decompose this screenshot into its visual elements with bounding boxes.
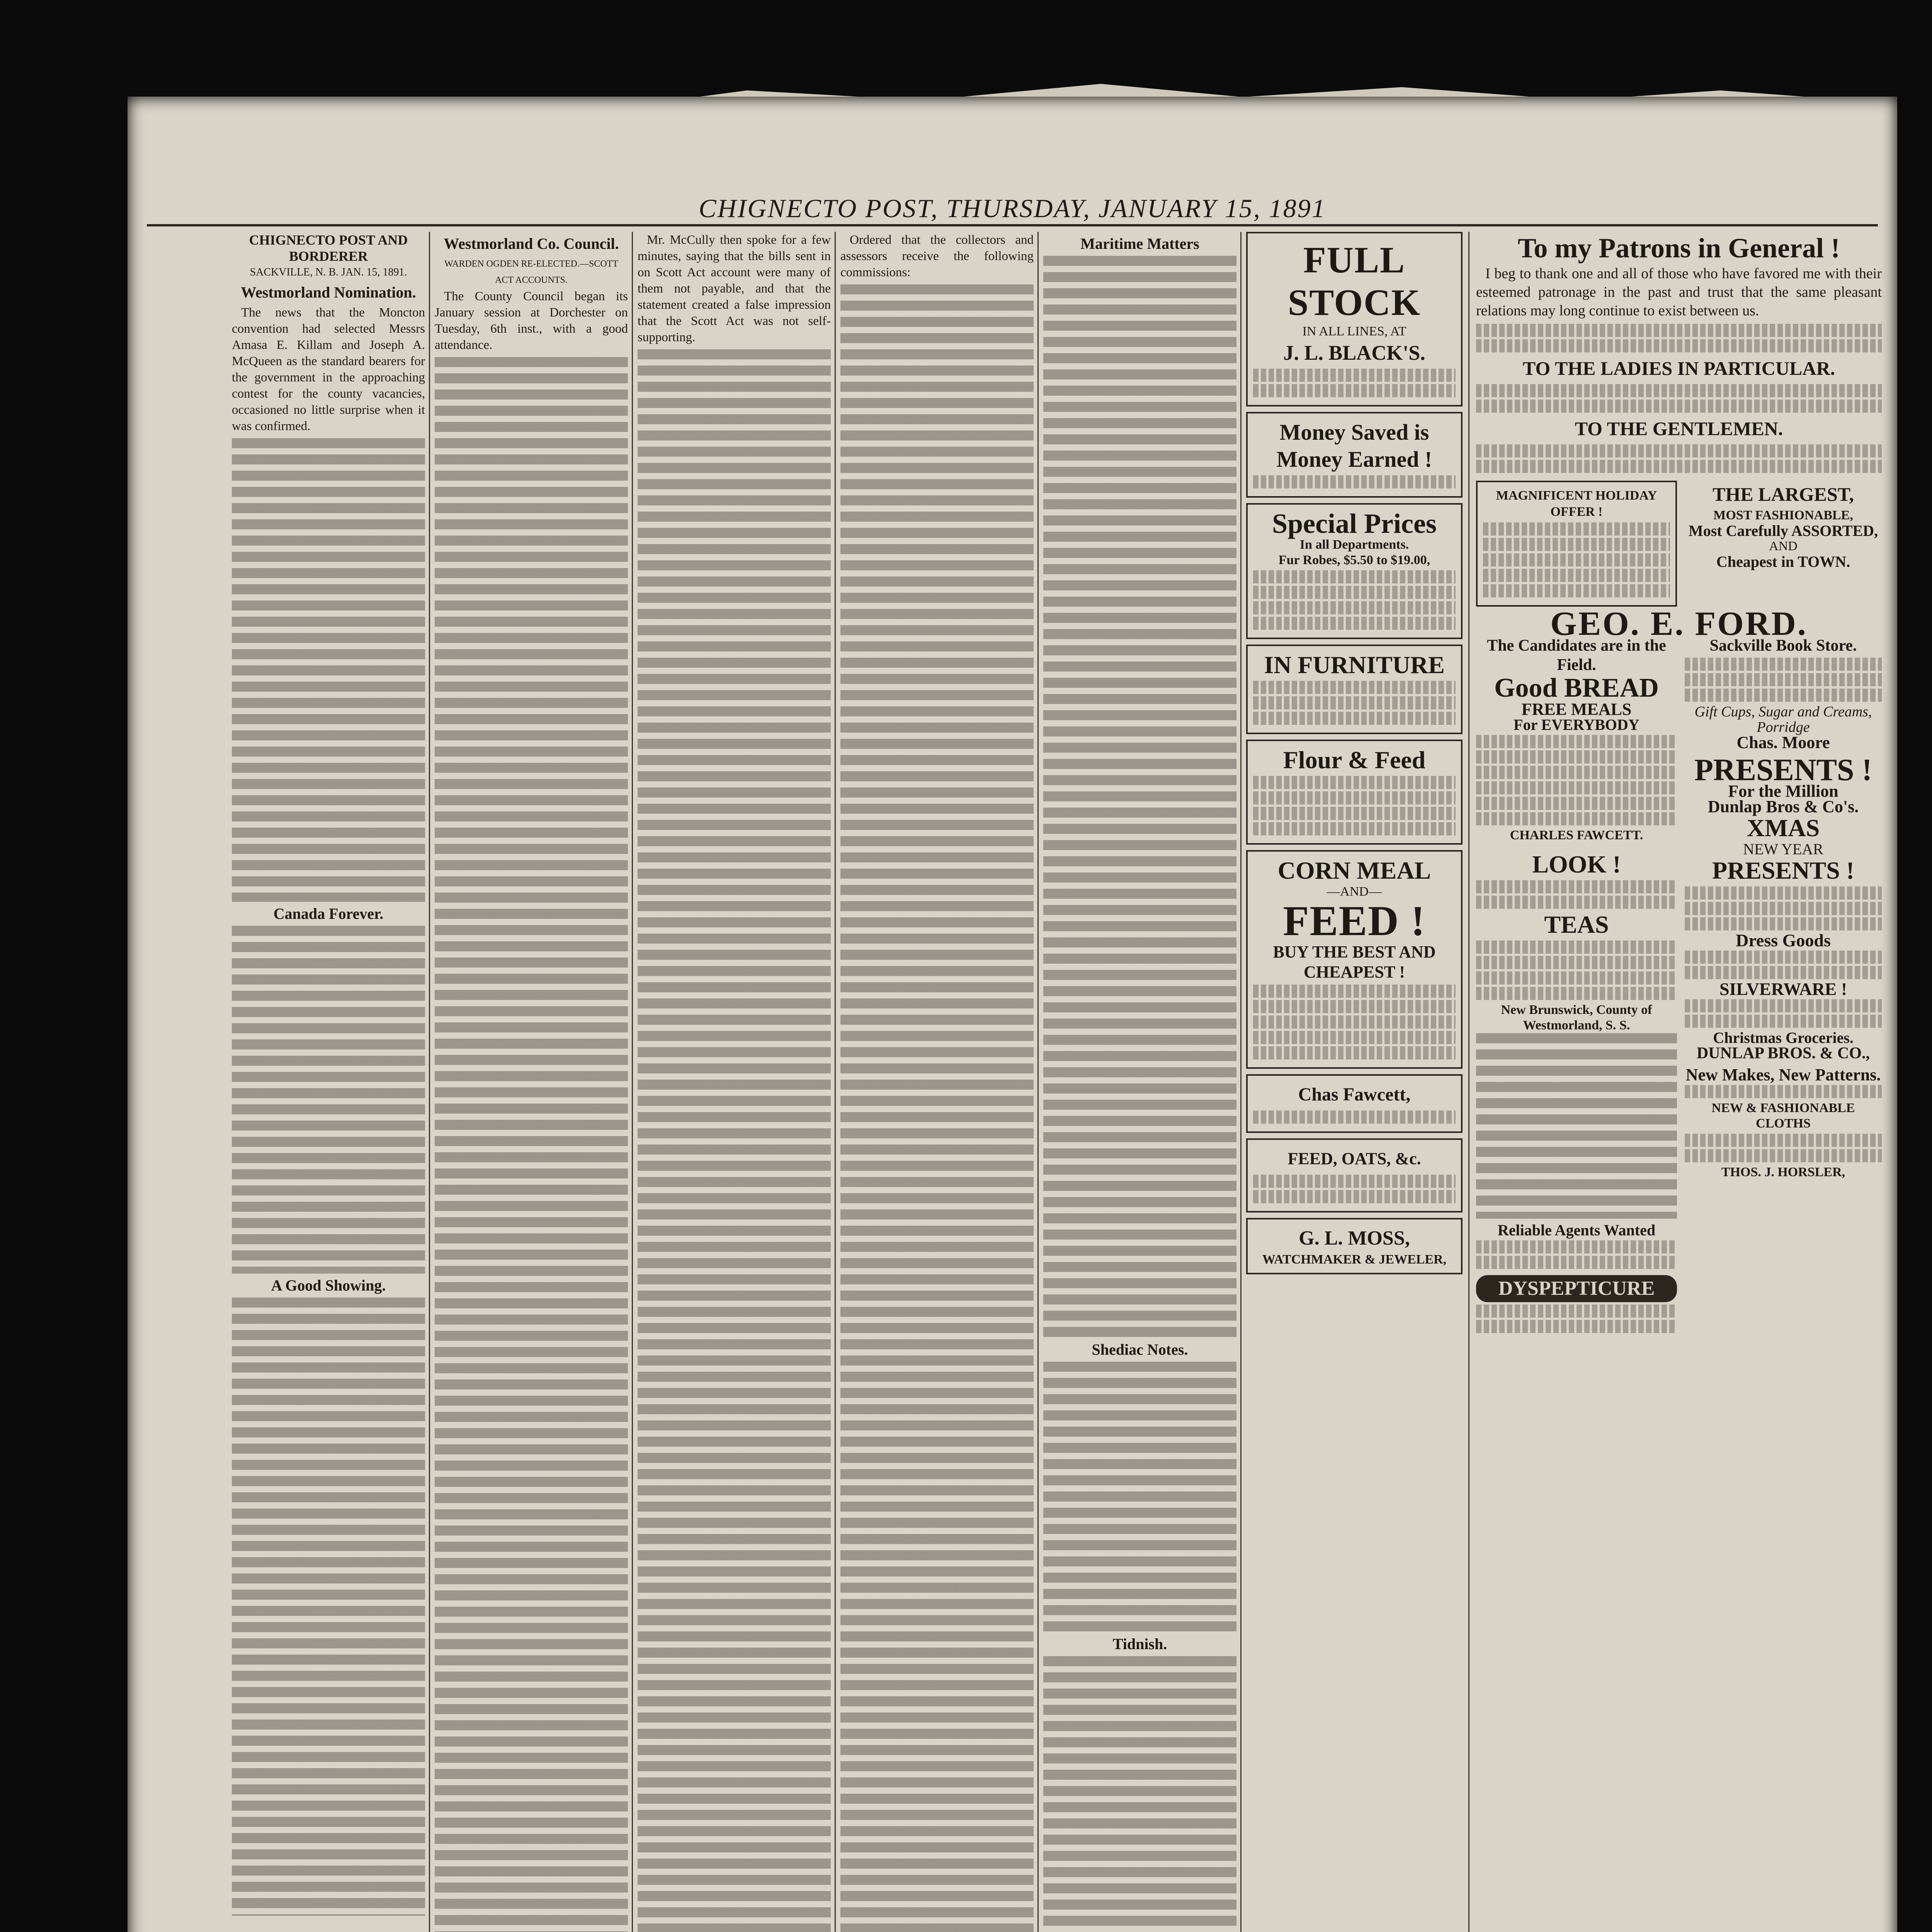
headline: Maritime Matters <box>1080 235 1199 252</box>
article-text-block <box>435 357 628 1932</box>
ad-line: Dunlap Bros & Co's. <box>1708 797 1859 816</box>
ad-text <box>1476 384 1882 397</box>
article-text: I beg to thank one and all of those who have favored me with their esteemed patronage in the past and trust that the same pleasant relations may long continue to exist between us. <box>1476 265 1882 319</box>
ad-text <box>1476 797 1677 810</box>
ad-text <box>1253 696 1456 709</box>
ad-title: LOOK ! <box>1532 850 1621 878</box>
ad-subtitle: WATCHMAKER & JEWELER, <box>1262 1252 1447 1267</box>
ad-text <box>1685 886 1882 900</box>
ad-signature: DUNLAP BROS. & CO., <box>1696 1044 1870 1062</box>
ad-line: THE LARGEST, <box>1713 483 1854 505</box>
ad-line: Most Carefully ASSORTED, <box>1688 522 1878 539</box>
column-4 <box>840 232 1034 1932</box>
ad-title: SILVERWARE ! <box>1719 979 1847 999</box>
column-5 <box>1043 232 1236 1932</box>
ad-text <box>1476 812 1677 825</box>
headline: Canada Forever. <box>273 905 384 922</box>
headline: Westmorland Nomination. <box>241 284 416 301</box>
ad-special-prices <box>1246 503 1463 639</box>
article-text: The County Council began its January session at Dorchester on Tuesday, 6th inst., with a good attendance. <box>435 289 628 352</box>
ad-title: Chas Fawcett, <box>1298 1084 1411 1105</box>
ad-title: IN FURNITURE <box>1264 651 1445 679</box>
ad-text <box>1685 1015 1882 1028</box>
ad-title: Money Saved is Money Earned ! <box>1276 420 1432 472</box>
ad-subtitle: In all Departments. <box>1299 537 1409 552</box>
column-rule <box>429 232 430 1932</box>
ad-text <box>1476 339 1882 352</box>
article-text: Ordered that the collectors and assessors receive the following commissions: <box>840 233 1034 279</box>
ad-text <box>1685 673 1882 686</box>
ford-signature: GEO. E. FORD. <box>1550 605 1808 643</box>
column-6-ads <box>1246 232 1463 1932</box>
ad-gl-moss <box>1246 1218 1463 1274</box>
ad-text <box>1685 917 1882 930</box>
masthead: CHIGNECTO POST, THURSDAY, JANUARY 15, 1891 <box>699 194 1326 223</box>
article-text-block <box>232 1298 425 1916</box>
ad-text <box>1476 956 1677 969</box>
ad-text <box>1476 750 1677 764</box>
ad-line: MOST FASHIONABLE, <box>1713 508 1853 522</box>
article-text-block <box>232 926 425 1274</box>
ford-right-column <box>1685 481 1882 612</box>
ad-text <box>1476 444 1882 457</box>
ad-text <box>1253 1015 1456 1029</box>
article-text-block <box>638 349 831 1932</box>
ad-money-saved <box>1246 412 1463 498</box>
ad-text <box>1253 1175 1456 1188</box>
ad-flour-feed <box>1246 740 1463 845</box>
ad-text <box>1685 1134 1882 1147</box>
ad-title: The Candidates are in the Field. <box>1487 637 1666 674</box>
ad-text <box>1253 807 1456 820</box>
ad-text <box>1253 1031 1456 1044</box>
article-text-block <box>1043 1362 1236 1632</box>
column-1 <box>232 232 425 1932</box>
ad-text <box>1685 999 1882 1012</box>
article-text: Mr. McCully then spoke for a few minutes, saying that the bills sent in on Scott Act account were many of them not payable, and that the statement created a false impression that the Scott Act was not self-supporting. <box>638 233 831 344</box>
ad-chas-fawcett <box>1246 1074 1463 1133</box>
ad-line: Fur Robes, $5.50 to $19.00, <box>1278 553 1430 567</box>
ad-line: For EVERYBODY <box>1514 716 1639 733</box>
article-text-block <box>232 438 425 902</box>
ad-signature: CHARLES FAWCETT. <box>1510 828 1643 842</box>
ad-signature: Chas. Moore <box>1736 733 1830 752</box>
ad-feed: FEED ! <box>1283 897 1426 944</box>
ad-line: BUY THE BEST AND CHEAPEST ! <box>1273 942 1436 981</box>
subheadline: WARDEN OGDEN RE-ELECTED.—SCOTT ACT ACCOUNTS. <box>444 259 618 285</box>
right-sub-col-left <box>1476 636 1677 1335</box>
ad-title: Dress Goods <box>1736 930 1831 950</box>
ad-text <box>1253 776 1456 789</box>
ad-title: Sackville Book Store. <box>1709 637 1857 655</box>
ad-text <box>1253 475 1456 488</box>
ad-title: TEAS <box>1544 911 1609 938</box>
ad-text <box>1476 1304 1677 1318</box>
ad-text <box>1253 985 1456 998</box>
ad-text <box>1476 987 1677 1000</box>
ad-text <box>1253 1046 1456 1060</box>
ad-subtitle: IN ALL LINES, AT <box>1302 324 1406 338</box>
article-text-block <box>1043 1656 1236 1932</box>
ad-title: CORN MEAL <box>1277 857 1431 884</box>
column-7-ads <box>1476 232 1882 1932</box>
right-sub-col-right <box>1685 636 1882 1335</box>
ad-full-stock <box>1246 232 1463 406</box>
column-2 <box>435 232 628 1932</box>
ad-text <box>1253 791 1456 804</box>
ad-text <box>1253 570 1456 583</box>
ad-text <box>1253 712 1456 725</box>
ad-line: For the Million <box>1728 782 1838 801</box>
article-text-block <box>840 284 1034 1932</box>
headline: A Good Showing. <box>271 1277 386 1294</box>
ad-line: FREE MEALS <box>1521 700 1632 719</box>
column-rule <box>1468 232 1469 1932</box>
ad-title: G. L. MOSS, <box>1299 1227 1410 1249</box>
column-rule <box>835 232 836 1932</box>
ad-title: PRESENTS ! <box>1694 753 1872 787</box>
ad-text <box>1253 1111 1456 1124</box>
ad-text <box>1476 324 1882 337</box>
ad-title: Flour & Feed <box>1283 746 1426 774</box>
ad-corn-meal <box>1246 850 1463 1069</box>
holiday-offer-box <box>1476 481 1677 607</box>
ad-signature: THOS. J. HORSLER, <box>1721 1165 1845 1179</box>
ad-text <box>1253 601 1456 614</box>
column-rule <box>632 232 633 1932</box>
ad-text <box>1476 460 1882 473</box>
notice-title: New Brunswick, County of Westmorland, S. S. <box>1501 1003 1652 1032</box>
ad-text <box>1476 1320 1677 1333</box>
ad-text <box>1685 951 1882 964</box>
ad-text <box>1253 1000 1456 1013</box>
ad-text <box>1476 880 1677 893</box>
column-rule <box>1037 232 1039 1932</box>
ad-text <box>1476 1256 1677 1269</box>
dyspepticure-logo: DYSPEPTICURE <box>1476 1275 1677 1302</box>
ad-text <box>1685 1149 1882 1162</box>
box-title: MAGNIFICENT HOLIDAY OFFER ! <box>1496 488 1657 519</box>
ad-text <box>1685 966 1882 979</box>
ad-text <box>1253 384 1456 397</box>
column-rule <box>1240 232 1242 1932</box>
ad-text <box>1476 766 1677 779</box>
ad-line: NEW YEAR <box>1743 840 1823 858</box>
ad-text <box>1476 781 1677 794</box>
ad-text <box>1685 689 1882 702</box>
ad-text <box>1253 586 1456 599</box>
ad-title: FEED, OATS, &c. <box>1287 1149 1421 1168</box>
headline: To my Patrons in General ! <box>1517 233 1840 264</box>
ad-line: Cheapest in TOWN. <box>1716 553 1850 570</box>
ad-text <box>1483 553 1670 566</box>
article-text-block <box>1043 256 1236 1338</box>
ad-line: Christmas Groceries. <box>1713 1029 1854 1046</box>
ad-text <box>1685 902 1882 915</box>
ad-text <box>1476 400 1882 413</box>
ad-title: Special Prices <box>1272 508 1437 539</box>
ad-title: New Makes, New Patterns. <box>1685 1065 1881 1084</box>
headline: Westmorland Co. Council. <box>444 235 619 252</box>
article-text: The news that the Moncton convention had selected Messrs Amasa E. Killam and Joseph A. McQueen as the standard bearers for the government in the approaching contest for the county vacancies, occasioned no little surprise when it was confirmed. <box>232 306 425 433</box>
ad-text <box>1483 569 1670 582</box>
ad-line: XMAS <box>1747 814 1820 842</box>
headline: Tidnish. <box>1112 1635 1167 1653</box>
ad-line: NEW & FASHIONABLE CLOTHS <box>1711 1101 1855 1131</box>
ad-title: Good BREAD <box>1494 673 1659 703</box>
ad-text <box>1483 522 1670 536</box>
ad-text <box>1476 896 1677 909</box>
ford-left-column <box>1476 481 1677 612</box>
ad-text <box>1253 822 1456 835</box>
ad-title: FULL STOCK <box>1287 239 1421 323</box>
masthead-rule <box>147 224 1878 226</box>
paper-name: CHIGNECTO POST AND BORDERER <box>249 232 408 264</box>
dateline: SACKVILLE, N. B. JAN. 15, 1891. <box>250 266 407 278</box>
ad-text <box>1685 658 1882 671</box>
ad-text <box>1253 617 1456 630</box>
ad-text <box>1476 940 1677 954</box>
ad-title: Reliable Agents Wanted <box>1497 1221 1656 1239</box>
ad-text <box>1685 1085 1882 1098</box>
ad-line: AND <box>1769 539 1798 553</box>
headline: Shediac Notes. <box>1092 1341 1188 1358</box>
ad-text <box>1253 1190 1456 1203</box>
ad-title: PRESENTS ! <box>1712 857 1855 884</box>
ad-furniture <box>1246 645 1463 734</box>
ad-text <box>1476 1240 1677 1253</box>
ad-text <box>1483 538 1670 551</box>
notice-text <box>1476 1033 1677 1219</box>
headline: TO THE LADIES IN PARTICULAR. <box>1522 357 1835 379</box>
ad-text <box>1253 681 1456 694</box>
ad-text <box>1253 369 1456 382</box>
ad-feed-oats <box>1246 1138 1463 1213</box>
column-3 <box>638 232 831 1932</box>
ad-name: J. L. BLACK'S. <box>1283 341 1425 364</box>
ad-text <box>1476 735 1677 748</box>
headline: TO THE GENTLEMEN. <box>1575 418 1783 439</box>
ad-text <box>1476 971 1677 985</box>
ad-and: —AND— <box>1327 884 1382 899</box>
ad-text <box>1483 584 1670 597</box>
ad-line: Gift Cups, Sugar and Creams, Porridge <box>1694 704 1872 735</box>
